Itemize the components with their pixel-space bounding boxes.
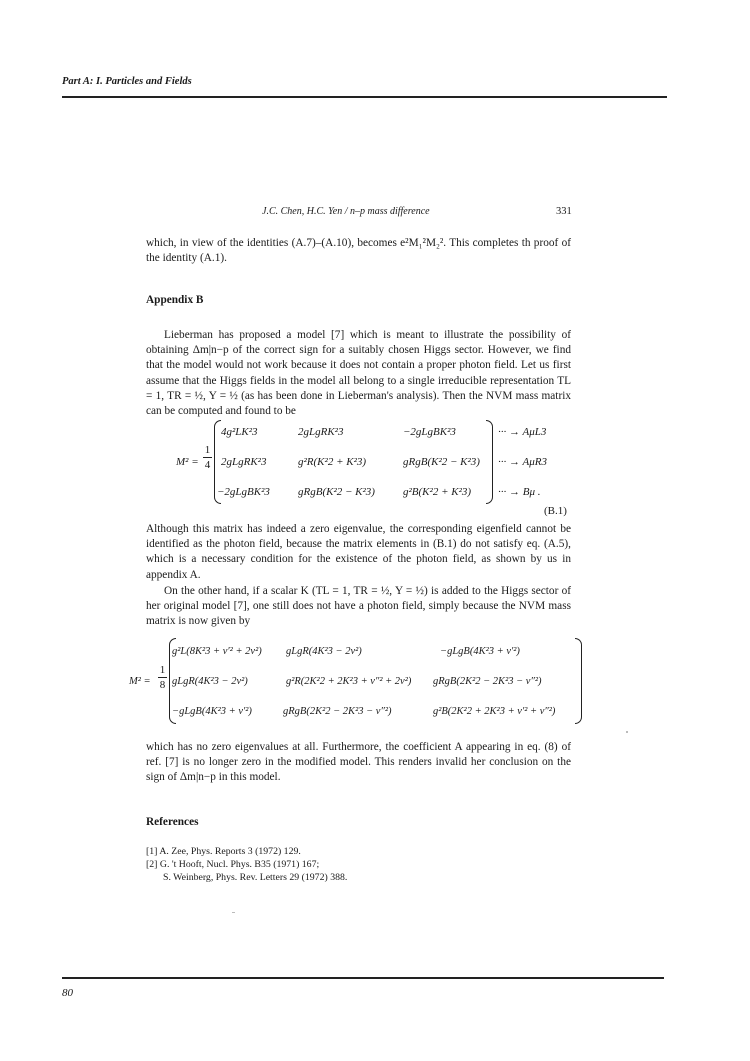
eq-b2-left-bracket [169, 638, 176, 724]
eq-b1-cell: gRgB(K²2 − K²3) [298, 486, 375, 498]
eq-b1-frac-num: 1 [204, 444, 211, 456]
paragraph-identity-proof: which, in view of the identities (A.7)–(A.10), becomes e²M₁²M₂². This completes th proof of the identity (A.1). [146, 237, 571, 265]
eq-b1-field: ··· → AμR3 [498, 456, 548, 468]
appendix-b-heading: Appendix B [146, 294, 204, 306]
eq-b1-cell: −2gLgBK²3 [403, 426, 456, 438]
eq-b1-field: ··· → AμL3 [498, 426, 547, 438]
paragraph-no-zero-eigenvalues: which has no zero eigenvalues at all. Furthermore, the coefficient A appearing in eq. (8) of ref. [7] is no longer zero in the modified model. This renders invalid her conclusion on the sign of Δm|n−p in this model. [146, 741, 571, 784]
eq-b2-cell: −gLgB(4K²3 + v′²) [172, 706, 252, 717]
eq-b2-cell: g²B(2K²2 + 2K²3 + v′² + v″²) [433, 706, 556, 717]
eq-b2-cell: gLgR(4K²3 − 2v²) [172, 676, 248, 687]
eq-b1-cell: −2gLgBK²3 [217, 486, 270, 498]
eq-b1-left-bracket [214, 420, 221, 504]
references-heading: References [146, 816, 199, 828]
reference-item: [2] G. 't Hooft, Nucl. Phys. B35 (1971) 167; [146, 858, 320, 870]
eq-b1-cell: g²R(K²2 + K²3) [298, 456, 367, 468]
eq-b2-frac-den: 8 [159, 679, 166, 691]
reference-item: S. Weinberg, Phys. Rev. Letters 29 (1972) 388. [163, 871, 348, 883]
header-rule [62, 96, 667, 98]
section-header: Part A: I. Particles and Fields [62, 76, 192, 87]
eq-b1-fraction [203, 444, 212, 471]
eq-b2-fraction [158, 664, 167, 691]
eq-b2-frac-num: 1 [159, 664, 166, 676]
eq-b1-cell: 4g²LK²3 [221, 426, 258, 438]
paragraph-scalar-k: On the other hand, if a scalar K (TL = 1, TR = ½, Y = ½) is added to the Higgs sector of her original model [7], one still does not have a photon field, simply because the NVM mass matrix is now given by [146, 585, 571, 628]
reference-item: [1] A. Zee, Phys. Reports 3 (1972) 129. [146, 846, 301, 857]
eq-b1-cell: gRgB(K²2 − K²3) [403, 456, 480, 468]
eq-b1-cell: 2gLgRK²3 [298, 426, 344, 438]
eq-b1-label: (B.1) [544, 505, 567, 517]
footer-rule [62, 977, 664, 979]
eq-b2-cell: g²R(2K²2 + 2K²3 + v″² + 2v²) [286, 676, 412, 687]
running-head: J.C. Chen, H.C. Yen / n–p mass difference [262, 206, 430, 217]
eq-b2-cell: g²L(8K²3 + v′² + 2v²) [172, 646, 262, 657]
eq-b2-cell: gRgB(2K²2 − 2K²3 − v″²) [283, 706, 392, 717]
references-list [146, 846, 347, 884]
page-number: 331 [556, 206, 572, 217]
paragraph-lieberman-model: Lieberman has proposed a model [7] which is meant to illustrate the possibility of obtaining Δm|n−p of the correct sign for a suitably chosen Higgs sector. However, we find that the model would not work because it does not contain a proper photon field. Let us first assume that the Higgs fields in the model all belong to a single irreducible representation TL = 1, TR = ½, Y = ½ (as has been done in Lieberman's analysis). Then the NVM mass matrix can be computed and found to be [146, 329, 571, 418]
eq-b1-right-bracket [486, 420, 493, 504]
eq-b1-frac-den: 4 [204, 459, 211, 471]
eq-b1-lhs: M² = [176, 456, 199, 468]
eq-b2-lhs: M² = [129, 676, 151, 687]
eq-b2-cell: gRgB(2K²2 − 2K²3 − v″²) [433, 676, 542, 687]
eq-b1-cell: g²B(K²2 + K²3) [403, 486, 472, 498]
scan-speck [626, 731, 628, 733]
eq-b2-cell: −gLgB(4K²3 + v′²) [440, 646, 520, 657]
eq-b2-cell: gLgR(4K²3 − 2v²) [286, 646, 362, 657]
paragraph-zero-eigenvalue: Although this matrix has indeed a zero eigenvalue, the corresponding eigenfield cannot be identified as the photon field, because the matrix elements in (B.1) do not satisfy eq. (A.5), which is a necessary condition for the existence of the photon field, as shown by us in appendix A. [146, 523, 571, 581]
scan-speck [232, 912, 235, 913]
eq-b1-field: ··· → Bμ . [498, 486, 541, 498]
folio-number: 80 [62, 987, 73, 999]
eq-b1-cell: 2gLgRK²3 [221, 456, 267, 468]
eq-b2-right-bracket [575, 638, 582, 724]
